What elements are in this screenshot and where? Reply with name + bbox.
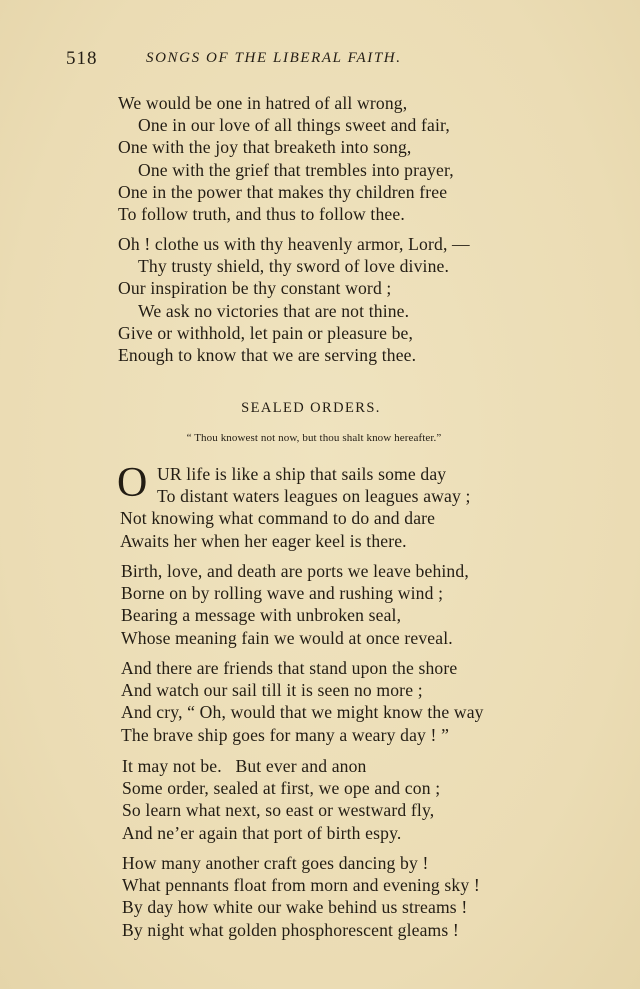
poem-stanza-5	[122, 852, 480, 941]
poem-stanza-2	[121, 560, 469, 649]
drop-cap: O	[117, 460, 148, 506]
verse-line: Our inspiration be thy constant word ;	[118, 278, 392, 299]
verse-line: One in the power that makes thy children free	[118, 181, 448, 202]
verse-line: We would be one in hatred of all wrong,	[118, 93, 408, 113]
page-number: 518	[66, 48, 98, 69]
verse-line: Not knowing what command to do and dare	[120, 508, 436, 529]
poem-stanza-3	[121, 657, 484, 746]
verse-line: So learn what next, so east or westward fly,	[122, 800, 435, 821]
page-header	[66, 48, 486, 72]
verse-line: It may not be. But ever and anon	[122, 756, 367, 776]
verse-line: To distant waters leagues on leagues away ;	[157, 486, 471, 507]
verse-line: We ask no victories that are not thine.	[138, 300, 410, 321]
hymn-stanza-2	[118, 233, 470, 366]
poem-title: SEALED ORDERS.	[241, 400, 381, 416]
verse-line: Borne on by rolling wave and rushing wind ;	[121, 583, 444, 604]
verse-line: Oh ! clothe us with thy heavenly armor, Lord, —	[118, 234, 470, 254]
running-head: SONGS OF THE LIBERAL FAITH.	[146, 50, 402, 66]
verse-line: And cry, “ Oh, would that we might know the way	[121, 702, 484, 723]
verse-line: One with the grief that trembles into prayer,	[138, 159, 454, 180]
verse-line: Whose meaning fain we would at once reveal.	[121, 627, 453, 648]
verse-line: To follow truth, and thus to follow thee.	[118, 203, 405, 224]
verse-line: One with the joy that breaketh into song,	[118, 137, 412, 158]
verse-line: Bearing a message with unbroken seal,	[121, 605, 402, 626]
verse-line: The brave ship goes for many a weary day ! ”	[121, 724, 450, 745]
verse-line: Some order, sealed at first, we ope and con ;	[122, 778, 441, 799]
verse-line: Give or withhold, let pain or pleasure be,	[118, 322, 414, 343]
verse-line: Birth, love, and death are ports we leave behind,	[121, 561, 469, 581]
verse-line: And ne’er again that port of birth espy.	[122, 822, 402, 843]
poem-stanza-1	[120, 463, 471, 552]
verse-line: One in our love of all things sweet and fair,	[138, 115, 450, 136]
epigraph: “ Thou knowest not now, but thou shalt know hereafter.”	[186, 432, 442, 444]
poem-stanza-4	[122, 755, 440, 844]
verse-line: UR life is like a ship that sails some day	[157, 464, 447, 484]
verse-line: By day how white our wake behind us streams !	[122, 897, 468, 918]
verse-line: How many another craft goes dancing by !	[122, 853, 429, 873]
verse-line: And there are friends that stand upon the shore	[121, 658, 458, 678]
verse-line: Enough to know that we are serving thee.	[118, 344, 417, 365]
verse-line: Thy trusty shield, thy sword of love divine.	[138, 256, 450, 277]
verse-line: By night what golden phosphorescent gleams !	[122, 919, 459, 940]
verse-line: Awaits her when her eager keel is there.	[120, 530, 407, 551]
verse-line: What pennants float from morn and evening sky !	[122, 875, 480, 896]
hymn-stanza-1	[118, 92, 454, 225]
verse-line: And watch our sail till it is seen no more ;	[121, 680, 423, 701]
